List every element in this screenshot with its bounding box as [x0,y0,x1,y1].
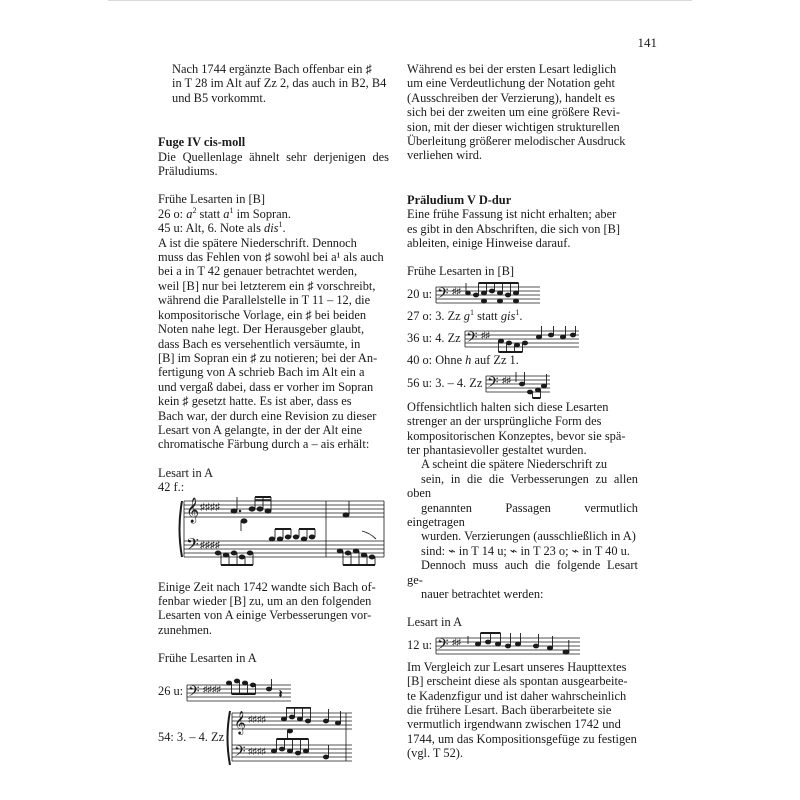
text-line: ter phantasievoller gestaltet wurden. [407,442,587,457]
svg-text:♯♯: ♯♯ [502,374,512,385]
svg-text:♯♯♯♯: ♯♯♯♯ [200,539,220,551]
main-paragraph [158,236,389,452]
svg-text:♯♯♯♯: ♯♯♯♯ [248,713,267,724]
text-line: Lesart von A gelangte, in der der Alt eine [158,422,363,437]
music-example-12u [432,630,582,660]
text-line: A scheint die spätere Niederschrift zu [421,457,608,472]
text-line: Im Vergleich zur Lesart unseres Haupttextes [407,659,627,674]
music-example-36u [461,323,581,353]
text-line: A ist die spätere Niederschrift. Dennoch [158,235,357,250]
variant-45u: 45 u: Alt, 6. Note als dis$^1$. [158,220,286,236]
example-56u [407,368,638,400]
text-line: Einige Zeit nach 1742 wandte sich Bach of- [158,579,376,594]
text-line: zunehmen. [158,622,213,637]
text-line: vermutlich irgendwann zwischen 1742 und [407,717,621,732]
example-label: 56 u: 3. – 4. Zz [407,376,483,391]
text-line: in T 28 im Alt auf Zz 2, das auch in B2, B4 [172,76,387,91]
text-line: dass Bach es versehentlich versäumte, in [158,336,361,351]
text-line: ableiten, einige Hinweise darauf. [407,236,571,251]
text-line: kompositorische Vorlage, ein ♯ bei beiden [158,307,367,322]
intro-paragraph [158,62,389,105]
lesart-a-measure: 42 f.: [158,480,185,495]
svg-text:♯♯♯♯: ♯♯♯♯ [203,683,222,694]
text-line: Offensichtlich halten sich diese Lesarten [407,399,609,414]
music-example-54 [224,707,354,769]
text-line: Während es bei der ersten Lesart lediglich [407,62,617,76]
praeludium-heading: Präludium V D-dur [407,192,512,207]
text-line: te Kadenzfigur und ist daher wahrscheinlich [407,688,627,703]
svg-text:𝄢: 𝄢 [465,329,478,351]
example-54 [158,707,389,769]
svg-text:𝄢: 𝄢 [437,284,449,306]
variant-27o: 27 o: 3. Zz $g^1$ statt gis$^1$. [407,307,523,323]
text-line: fertigung von A schrieb Bach im Alt ein a [158,365,365,380]
fruehe-lesarten-heading: Frühe Lesarten in [B] [407,264,515,279]
svg-text:♯♯: ♯♯ [452,636,462,647]
lesart-a-heading: Lesart in A [158,465,214,480]
text-line: sein, in die die Verbesserungen zu allen oben [407,471,638,501]
vergleich-paragraph [407,660,638,761]
fruehe-lesarten-a-heading: Frühe Lesarten in A [158,651,257,666]
text-line: und B5 vorkommt. [172,90,266,105]
svg-text:𝄢: 𝄢 [437,635,449,657]
variant-26o: 26 o: $a^2$ statt $a^1$ im Sopran. [158,205,291,221]
example-26u [158,677,389,707]
text-line: Eine frühe Fassung ist nicht erhalten; aber [407,207,617,222]
text-line: kompositorischen Konzeptes, bevor sie spä- [407,428,626,443]
text-line: 1744, um das Kompositionsgefüge zu festigen [407,731,637,746]
music-example-20u [432,279,542,309]
svg-text:𝄢: 𝄢 [234,742,246,764]
lesart-a-heading: Lesart in A [407,615,463,630]
example-label: 36 u: 4. Zz [407,331,461,346]
text-line: genannten Passagen vermutlich eingetragen [407,500,638,529]
example-12u [407,630,638,660]
text-line: Dennoch muss auch die folgende Lesart ge- [407,558,638,587]
music-example-56u [482,368,552,400]
text-line: Nach 1744 ergänzte Bach offenbar ein ♯ [172,62,372,76]
text-line: strenger an der ursprüngliche Form des [407,414,602,429]
svg-text:𝄞: 𝄞 [186,497,200,523]
svg-text:♯♯♯♯: ♯♯♯♯ [248,745,267,756]
variant-40o: 40 o: Ohne h auf Zz 1. [407,353,519,368]
scheint-paragraph [407,457,638,601]
text-line: weil [B] nur bei letzterem ein ♯ vorschreibt, [158,278,376,293]
page-number: 141 [637,35,657,50]
text-line: die frühere Lesart. Bach überarbeitete sie [407,703,612,717]
text-line: nauer betrachtet werden: [421,586,544,601]
fuge-heading: Fuge IV cis-moll [158,135,246,150]
example-label: 12 u: [407,637,433,652]
text-line: Noten nahe legt. Der Herausgeber glaubt, [158,322,365,337]
svg-text:𝄽: 𝄽 [279,688,283,700]
example-label: 54: 3. – 4. Zz [158,730,225,745]
svg-text:𝄢: 𝄢 [188,682,200,704]
fassung-paragraph [407,207,638,250]
text-line: [B] erscheint diese als spontan ausgearbeite- [407,674,628,689]
text-line: wurden. Verzierungen (ausschließlich in A) [421,529,636,544]
text-line: um eine Verdeutlichung der Notation geht [407,76,615,91]
music-example-42f [176,495,386,569]
offen-paragraph [407,400,638,458]
text-line: sind: ⌁ in T 14 u; ⌁ in T 23 o; ⌁ in T 40 u. [421,543,630,558]
svg-text:𝄞: 𝄞 [234,709,246,734]
example-label: 20 u: [407,286,433,301]
text-line: verliehen wird. [407,148,483,163]
text-line: muss das Fehlen von ♯ sowohl bei a¹ als auch [158,250,384,265]
fruehe-lesarten-heading: Frühe Lesarten in [B] [158,192,266,207]
text-line: kein ♯ gesetzt hatte. Es ist aber, dass es [158,394,352,409]
text-line: Lesarten von A einige Verbesserungen vor- [158,608,372,623]
text-line: bei a in T 42 genauer betrachtet werden, [158,264,358,279]
example-label: 26 u: [158,684,184,699]
svg-text:♯♯: ♯♯ [452,285,462,296]
text-line: (vgl. T 52). [407,746,463,761]
text-line: Bach war, der durch eine Revision zu dieser [158,408,377,423]
text-line: [B] im Sopran ein ♯ zu notieren; bei der An- [158,350,378,365]
svg-text:𝄢: 𝄢 [186,533,199,558]
zeit-paragraph [158,580,389,638]
quellenlage-paragraph: Die Quellenlage ähnelt sehr derjenigen des Präludiums. [158,149,389,179]
text-line: während die Parallelstelle in T 11 – 12, die [158,293,371,308]
text-line: es gibt in den Abschriften, die sich von [B] [407,221,621,236]
text-line: sion, mit der dieser wichtigen strukturellen [407,119,620,134]
text-line: sich bei der zweiten um eine größere Revi- [407,105,620,120]
waehrend-paragraph [407,62,638,163]
text-line: und vergaß dabei, dass er vorher im Sopran [158,379,374,394]
text-line: fenbar wieder [B] zu, um an den folgenden [158,593,372,608]
text-line: Überleitung größerer melodischer Ausdruck [407,134,626,149]
svg-text:♯♯♯♯: ♯♯♯♯ [200,501,220,513]
left-column [158,62,389,769]
text-line: (Ausschreiben der Verzierung), handelt es [407,90,615,105]
music-example-26u [183,677,293,707]
example-36u [407,323,638,353]
svg-text:♯♯: ♯♯ [480,330,490,341]
text-line: chromatische Färbung durch a – ais erhält: [158,437,370,452]
right-column [407,62,638,761]
top-rule [108,0,692,1]
example-20u [407,279,638,309]
svg-text:𝄢: 𝄢 [487,373,499,395]
